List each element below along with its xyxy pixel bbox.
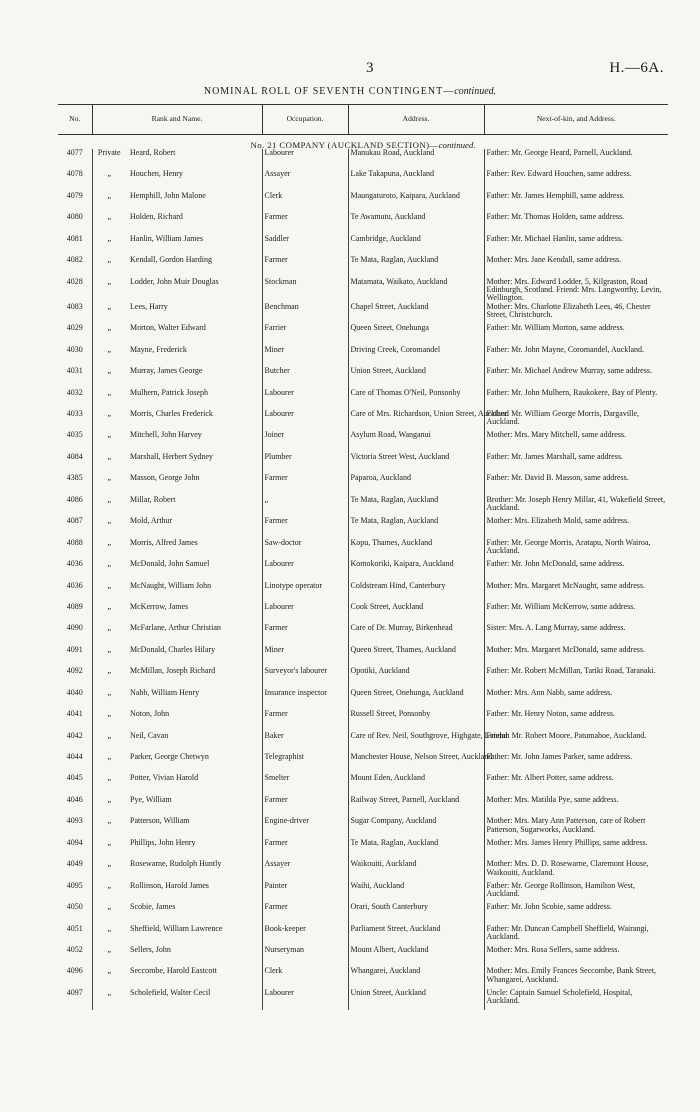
soldier-name: Masson, George John — [126, 474, 262, 495]
soldier-name: McNaught, William John — [126, 582, 262, 603]
table-row — [58, 474, 668, 495]
next-of-kin: Father: Mr. Albert Potter, same address. — [486, 773, 614, 783]
soldier-occupation: Book-keeper — [262, 925, 348, 946]
soldier-rank: „ — [107, 559, 112, 569]
soldier-rank: „ — [107, 516, 112, 526]
table-row — [58, 603, 668, 624]
table-row — [58, 710, 668, 731]
soldier-rank: „ — [107, 816, 112, 826]
soldier-occupation: Painter — [262, 882, 348, 903]
next-of-kin: Friend: Mr. Robert Moore, Patumahoe, Auckland. — [486, 730, 647, 740]
next-of-kin: Father: Mr. Michael Hanlin, same address. — [486, 233, 623, 243]
table-row — [58, 453, 668, 474]
soldier-occupation: Farmer — [262, 213, 348, 234]
soldier-address: Komokoriki, Kaipara, Auckland — [348, 560, 484, 581]
soldier-number: 4049 — [58, 860, 92, 881]
next-of-kin: Father: Mr. George Heard, Parnell, Auckland. — [486, 148, 633, 157]
soldier-number: 4044 — [58, 753, 92, 774]
soldier-rank: „ — [107, 666, 112, 676]
next-of-kin: Mother: Mrs. Mary Mitchell, same address. — [486, 430, 627, 440]
soldier-number: 4078 — [58, 170, 92, 191]
table-row — [58, 882, 668, 903]
soldier-number: 4040 — [58, 689, 92, 710]
next-of-kin: Mother: Mrs. Mary Ann Patterson, care of Robert Patterson, Sugarworks, Auckland. — [486, 816, 646, 834]
document-title-suffix: continued. — [454, 86, 497, 97]
soldier-address: Te Mata, Raglan, Auckland — [348, 256, 484, 277]
soldier-name: Nabb, William Henry — [126, 689, 262, 710]
table-row — [58, 278, 668, 303]
soldier-name: Heard, Robert — [126, 149, 262, 170]
next-of-kin: Father: Mr. William Morton, same address. — [486, 323, 625, 333]
table-row — [58, 410, 668, 431]
soldier-name: Lees, Harry — [126, 303, 262, 324]
soldier-name: McFarlane, Arthur Christian — [126, 624, 262, 645]
soldier-rank: „ — [107, 730, 112, 740]
soldier-rank: „ — [107, 623, 112, 633]
soldier-number: 4088 — [58, 539, 92, 560]
soldier-number: 4093 — [58, 817, 92, 838]
soldier-name: Sheffield, William Lawrence — [126, 925, 262, 946]
soldier-address: Railway Street, Parnell, Auckland — [348, 796, 484, 817]
table-row — [58, 192, 668, 213]
soldier-number: 4041 — [58, 710, 92, 731]
table-row — [58, 517, 668, 538]
soldier-address: Orari, South Canterbury — [348, 903, 484, 924]
soldier-address: Kopu, Thames, Auckland — [348, 539, 484, 560]
soldier-rank: „ — [107, 773, 112, 783]
soldier-rank: „ — [107, 687, 112, 697]
soldier-address: Asylum Road, Wanganui — [348, 431, 484, 452]
soldier-number: 4091 — [58, 646, 92, 667]
soldier-name: Hemphill, John Malone — [126, 192, 262, 213]
table-row — [58, 324, 668, 345]
next-of-kin: Mother: Mrs. Matilda Pye, same address. — [486, 794, 619, 804]
soldier-name: Noton, John — [126, 710, 262, 731]
soldier-occupation: Smelter — [262, 774, 348, 795]
soldier-address: Parliament Street, Auckland — [348, 925, 484, 946]
soldier-occupation: Baker — [262, 732, 348, 753]
soldier-address: Union Street, Auckland — [348, 989, 484, 1010]
soldier-rank: „ — [107, 859, 112, 869]
next-of-kin: Father: Mr. David B. Masson, same address. — [486, 473, 629, 483]
table-row — [58, 967, 668, 988]
soldier-name: Pye, William — [126, 796, 262, 817]
table-row — [58, 235, 668, 256]
table-row — [58, 946, 668, 967]
next-of-kin: Father: Mr. John Mayne, Coromandel, Auckland. — [486, 344, 645, 354]
soldier-name: Mulhern, Patrick Joseph — [126, 389, 262, 410]
table-row — [58, 149, 668, 170]
soldier-number: 4051 — [58, 925, 92, 946]
table-row — [58, 774, 668, 795]
table-row — [58, 753, 668, 774]
next-of-kin: Mother: Mrs. Ann Nabb, same address. — [486, 687, 613, 697]
soldier-rank: „ — [107, 966, 112, 976]
soldier-number: 4084 — [58, 453, 92, 474]
next-of-kin: Father: Mr. John James Parker, same address. — [486, 752, 633, 762]
soldier-occupation: Labourer — [262, 560, 348, 581]
page-number: 3 — [366, 60, 374, 76]
table-row — [58, 624, 668, 645]
soldier-name: Scholefield, Walter Cecil — [126, 989, 262, 1010]
soldier-number: 4050 — [58, 903, 92, 924]
soldier-rank: „ — [107, 190, 112, 200]
soldier-occupation: Farmer — [262, 903, 348, 924]
soldier-name: Rosewarne, Rudolph Huntly — [126, 860, 262, 881]
table-row — [58, 582, 668, 603]
next-of-kin: Father: Mr. Thomas Holden, same address. — [486, 212, 625, 222]
table-row — [58, 860, 668, 881]
soldier-address: Mount Eden, Auckland — [348, 774, 484, 795]
soldier-occupation: Farmer — [262, 839, 348, 860]
soldier-rank: „ — [107, 430, 112, 440]
soldier-address: Te Awamutu, Auckland — [348, 213, 484, 234]
next-of-kin: Father: Mr. William McKerrow, same address. — [486, 601, 636, 611]
soldier-name: Lodder, John Muir Douglas — [126, 278, 262, 303]
soldier-rank: „ — [107, 344, 112, 354]
soldier-occupation: Saw-doctor — [262, 539, 348, 560]
next-of-kin: Father: Mr. Robert McMillan, Tariki Road, Taranaki. — [486, 666, 656, 676]
soldier-rank: „ — [107, 233, 112, 243]
next-of-kin: Mother: Mrs. Rosa Sellers, same address. — [486, 944, 620, 954]
soldier-rank: „ — [107, 473, 112, 483]
soldier-rank: „ — [107, 494, 112, 504]
soldier-number: 4094 — [58, 839, 92, 860]
soldier-occupation: Labourer — [262, 989, 348, 1010]
soldier-address: Te Mata, Raglan, Auckland — [348, 496, 484, 517]
table-row — [58, 925, 668, 946]
next-of-kin: Father: Mr. Henry Noton, same address. — [486, 709, 615, 719]
report-code: H.—6A. — [609, 60, 664, 76]
soldier-number: 4031 — [58, 367, 92, 388]
soldier-address: Queen Street, Onehunga — [348, 324, 484, 345]
soldier-number: 4083 — [58, 303, 92, 324]
soldier-address: Paparoa, Auckland — [348, 474, 484, 495]
soldier-number: 4029 — [58, 324, 92, 345]
soldier-rank: „ — [107, 644, 112, 654]
soldier-occupation: Clerk — [262, 967, 348, 988]
next-of-kin: Father: Mr. Duncan Campbell Sheffield, Wairangi, Auckland. — [486, 923, 649, 941]
soldier-occupation: Benchman — [262, 303, 348, 324]
table-row — [58, 689, 668, 710]
soldier-rank: „ — [107, 276, 112, 286]
soldier-name: Hanlin, William James — [126, 235, 262, 256]
soldier-address: Chapel Street, Auckland — [348, 303, 484, 324]
table-row — [58, 817, 668, 838]
soldier-address: Manchester House, Nelson Street, Auckland — [348, 753, 484, 774]
soldier-address: Matamata, Waikato, Auckland — [348, 278, 484, 303]
soldier-rank: „ — [107, 902, 112, 912]
soldier-rank: „ — [107, 709, 112, 719]
soldier-occupation: Butcher — [262, 367, 348, 388]
table-row — [58, 346, 668, 367]
soldier-name: Morris, Charles Frederick — [126, 410, 262, 431]
soldier-rank: Private — [97, 148, 121, 157]
soldier-number: 4036 — [58, 560, 92, 581]
soldier-address: Waikouiti, Auckland — [348, 860, 484, 881]
soldier-name: Morris, Alfred James — [126, 539, 262, 560]
soldier-address: Manukau Road, Auckland — [348, 149, 484, 170]
table-row — [58, 303, 668, 324]
next-of-kin: Father: Mr. John Scobie, same address. — [486, 902, 612, 912]
soldier-number: 4082 — [58, 256, 92, 277]
soldier-number: 4081 — [58, 235, 92, 256]
soldier-rank: „ — [107, 923, 112, 933]
soldier-number: 4097 — [58, 989, 92, 1010]
soldier-address: Care of Thomas O'Neil, Ponsonby — [348, 389, 484, 410]
soldier-address: Queen Street, Thames, Auckland — [348, 646, 484, 667]
soldier-number: 4385 — [58, 474, 92, 495]
next-of-kin: Father: Mr. James Hemphill, same address. — [486, 190, 625, 200]
soldier-occupation: Clerk — [262, 192, 348, 213]
soldier-occupation: „ — [262, 496, 348, 517]
soldier-name: McDonald, John Samuel — [126, 560, 262, 581]
next-of-kin: Father: Mr. William George Morris, Dargaville, Auckland. — [486, 409, 640, 427]
soldier-rank: „ — [107, 601, 112, 611]
soldier-occupation: Farmer — [262, 256, 348, 277]
soldier-occupation: Joiner — [262, 431, 348, 452]
soldier-name: Rollinson, Harold James — [126, 882, 262, 903]
soldier-occupation: Labourer — [262, 603, 348, 624]
soldier-name: Mayne, Frederick — [126, 346, 262, 367]
next-of-kin: Mother: Mrs. Edward Lodder, 5, Kilgraston, Road Edinburgh, Scotland. Friend: Mrs. Langworthy, Levin, Wellington. — [486, 276, 662, 303]
company-heading-suffix: continued. — [438, 139, 476, 150]
soldier-rank: „ — [107, 944, 112, 954]
soldier-name: McMillan, Joseph Richard — [126, 667, 262, 688]
soldier-address: Sugar Company, Auckland — [348, 817, 484, 838]
soldier-number: 4096 — [58, 967, 92, 988]
soldier-name: Mitchell, John Harvey — [126, 431, 262, 452]
table-row — [58, 496, 668, 517]
soldier-occupation: Plumber — [262, 453, 348, 474]
soldier-name: Holden, Richard — [126, 213, 262, 234]
soldier-name: Houchen, Henry — [126, 170, 262, 191]
soldier-rank: „ — [107, 794, 112, 804]
soldier-number: 4032 — [58, 389, 92, 410]
table-row — [58, 367, 668, 388]
soldier-name: Seccombe, Harold Eastcott — [126, 967, 262, 988]
soldier-occupation: Assayer — [262, 170, 348, 191]
soldier-name: Millar, Robert — [126, 496, 262, 517]
soldier-rank: „ — [107, 323, 112, 333]
soldier-occupation: Farrier — [262, 324, 348, 345]
soldier-address: Care of Dr. Murray, Birkenhead — [348, 624, 484, 645]
column-header-address: Address. — [348, 105, 484, 135]
soldier-address: Te Mata, Raglan, Auckland — [348, 839, 484, 860]
soldier-name: Phillips, John Henry — [126, 839, 262, 860]
soldier-name: Morton, Walter Edward — [126, 324, 262, 345]
next-of-kin: Father: Rev. Edward Houchen, same address. — [486, 169, 632, 179]
table-row — [58, 539, 668, 560]
company-heading — [58, 135, 668, 150]
soldier-number: 4089 — [58, 603, 92, 624]
soldier-address: Queen Street, Onehunga, Auckland — [348, 689, 484, 710]
company-heading-text: No. 21 COMPANY (AUCKLAND SECTION)— — [250, 139, 439, 150]
table-row — [58, 667, 668, 688]
soldier-name: Patterson, William — [126, 817, 262, 838]
soldier-occupation: Linotype operator — [262, 582, 348, 603]
soldier-number: 4087 — [58, 517, 92, 538]
soldier-occupation: Telegraphist — [262, 753, 348, 774]
soldier-occupation: Insurance inspector — [262, 689, 348, 710]
soldier-occupation: Labourer — [262, 149, 348, 170]
column-header-occupation: Occupation. — [262, 105, 348, 135]
soldier-address: Russell Street, Ponsonby — [348, 710, 484, 731]
soldier-rank: „ — [107, 387, 112, 397]
soldier-rank: „ — [107, 837, 112, 847]
soldier-name: Neil, Cavan — [126, 732, 262, 753]
soldier-name: Mold, Arthur — [126, 517, 262, 538]
soldier-address: Te Mata, Raglan, Auckland — [348, 517, 484, 538]
company-heading-row — [58, 135, 668, 150]
table-row — [58, 903, 668, 924]
soldier-number: 4045 — [58, 774, 92, 795]
soldier-number: 4095 — [58, 882, 92, 903]
soldier-number: 4033 — [58, 410, 92, 431]
soldier-rank: „ — [107, 301, 112, 311]
soldier-name: McKerrow, James — [126, 603, 262, 624]
soldier-name: Scobie, James — [126, 903, 262, 924]
soldier-address: Lake Takapuna, Auckland — [348, 170, 484, 191]
document-title-text: NOMINAL ROLL OF SEVENTH CONTINGENT— — [203, 86, 455, 97]
soldier-number: 4079 — [58, 192, 92, 213]
soldier-address: Cook Street, Auckland — [348, 603, 484, 624]
soldier-occupation: Farmer — [262, 710, 348, 731]
soldier-rank: „ — [107, 880, 112, 890]
soldier-occupation: Farmer — [262, 517, 348, 538]
soldier-address: Coldstream Hind, Canterbury — [348, 582, 484, 603]
next-of-kin: Mother: Mrs. Elizabeth Mold, same address. — [486, 516, 630, 526]
soldier-name: Sellers, John — [126, 946, 262, 967]
soldier-rank: „ — [107, 255, 112, 265]
soldier-number: 4028 — [58, 278, 92, 303]
soldier-rank: „ — [107, 212, 112, 222]
document-title — [0, 86, 700, 97]
table-row — [58, 646, 668, 667]
next-of-kin: Mother: Mrs. James Henry Phillips, same address. — [486, 837, 648, 847]
next-of-kin: Father: Mr. George Rollinson, Hamilton West, Auckland. — [486, 880, 635, 899]
next-of-kin: Mother: Mrs. Jane Kendall, same address. — [486, 255, 622, 265]
soldier-address: Whangarei, Auckland — [348, 967, 484, 988]
soldier-occupation: Surveyor's labourer — [262, 667, 348, 688]
soldier-address: Waihi, Auckland — [348, 882, 484, 903]
soldier-number: 4042 — [58, 732, 92, 753]
soldier-number: 4077 — [58, 149, 92, 170]
soldier-occupation: Miner — [262, 646, 348, 667]
soldier-number: 4030 — [58, 346, 92, 367]
column-header-no: No. — [58, 105, 92, 135]
soldier-number: 4086 — [58, 496, 92, 517]
soldier-occupation: Assayer — [262, 860, 348, 881]
column-header-next-of-kin: Next-of-kin, and Address. — [484, 105, 668, 135]
soldier-occupation: Miner — [262, 346, 348, 367]
table-row — [58, 170, 668, 191]
next-of-kin: Brother: Mr. Joseph Henry Millar, 41, Wakefield Street, Auckland. — [486, 494, 666, 513]
table-row — [58, 431, 668, 452]
soldier-number: 4080 — [58, 213, 92, 234]
soldier-address: Cambridge, Auckland — [348, 235, 484, 256]
next-of-kin: Father: Mr. George Morris, Aratapu, North Wairoa, Auckland. — [486, 537, 651, 556]
nominal-roll-table — [58, 104, 668, 1010]
soldier-number: 4090 — [58, 624, 92, 645]
soldier-rank: „ — [107, 580, 112, 590]
soldier-rank: „ — [107, 752, 112, 762]
soldier-number: 4052 — [58, 946, 92, 967]
soldier-occupation: Nurseryman — [262, 946, 348, 967]
soldier-address: Driving Creek, Coromandel — [348, 346, 484, 367]
soldier-number: 4035 — [58, 431, 92, 452]
soldier-name: Murray, James George — [126, 367, 262, 388]
soldier-rank: „ — [107, 366, 112, 376]
soldier-address: Mount Albert, Auckland — [348, 946, 484, 967]
next-of-kin: Sister: Mrs. A. Lang Murray, same address. — [486, 623, 626, 633]
next-of-kin: Father: Mr. John McDonald, same address. — [486, 559, 625, 569]
soldier-address: Opotiki, Auckland — [348, 667, 484, 688]
next-of-kin: Father: Mr. James Marshall, same address. — [486, 451, 623, 461]
soldier-occupation: Stockman — [262, 278, 348, 303]
soldier-number: 4092 — [58, 667, 92, 688]
table-row — [58, 989, 668, 1010]
soldier-address: Care of Mrs. Richardson, Union Street, Auckland — [348, 410, 484, 431]
table-row — [58, 796, 668, 817]
soldier-number: 4036 — [58, 582, 92, 603]
soldier-name: Parker, George Chetwyn — [126, 753, 262, 774]
soldier-name: Marshall, Herbert Sydney — [126, 453, 262, 474]
next-of-kin: Father: Mr. John Mulhern, Raukokere, Bay of Plenty. — [486, 387, 658, 397]
table-row — [58, 256, 668, 277]
soldier-occupation: Farmer — [262, 474, 348, 495]
table-row — [58, 560, 668, 581]
soldier-name: Potter, Vivian Harold — [126, 774, 262, 795]
soldier-occupation: Farmer — [262, 796, 348, 817]
soldier-name: Kendall, Gordon Harding — [126, 256, 262, 277]
soldier-occupation: Labourer — [262, 410, 348, 431]
soldier-occupation: Engine-driver — [262, 817, 348, 838]
next-of-kin: Mother: Mrs. Charlotte Elizabeth Lees, 46, Chester Street, Christchurch. — [486, 301, 651, 320]
soldier-address: Union Street, Auckland — [348, 367, 484, 388]
soldier-rank: „ — [107, 409, 112, 419]
next-of-kin: Mother: Mrs. Margaret McNaught, same address. — [486, 580, 645, 590]
soldier-occupation: Farmer — [262, 624, 348, 645]
soldier-rank: „ — [107, 169, 112, 179]
table-row — [58, 389, 668, 410]
table-row — [58, 213, 668, 234]
table-row — [58, 732, 668, 753]
soldier-rank: „ — [107, 987, 112, 997]
soldier-address: Care of Rev. Neil, Southgrove, Highgate, London — [348, 732, 484, 753]
soldier-rank: „ — [107, 537, 112, 547]
soldier-number: 4046 — [58, 796, 92, 817]
soldier-address: Victoria Street West, Auckland — [348, 453, 484, 474]
next-of-kin: Uncle: Captain Samuel Scholefield, Hospital, Auckland. — [486, 987, 633, 1006]
table-row — [58, 839, 668, 860]
next-of-kin: Mother: Mrs. Emily Frances Seccombe, Bank Street, Whangarei, Auckland. — [486, 966, 657, 984]
soldier-rank: „ — [107, 451, 112, 461]
soldier-occupation: Labourer — [262, 389, 348, 410]
next-of-kin: Mother: Mrs. D. D. Rosewarne, Claremont House, Waikouiti, Auckland. — [486, 859, 649, 877]
table-header-row — [58, 105, 668, 135]
next-of-kin: Mother: Mrs. Margaret McDonald, same address. — [486, 644, 645, 654]
column-header-rank-name: Rank and Name. — [92, 105, 262, 135]
soldier-occupation: Saddler — [262, 235, 348, 256]
soldier-address: Maungaturoto, Kaipara, Auckland — [348, 192, 484, 213]
soldier-name: McDonald, Charles Hilary — [126, 646, 262, 667]
next-of-kin: Father: Mr. Michael Andrew Murray, same address. — [486, 366, 652, 376]
